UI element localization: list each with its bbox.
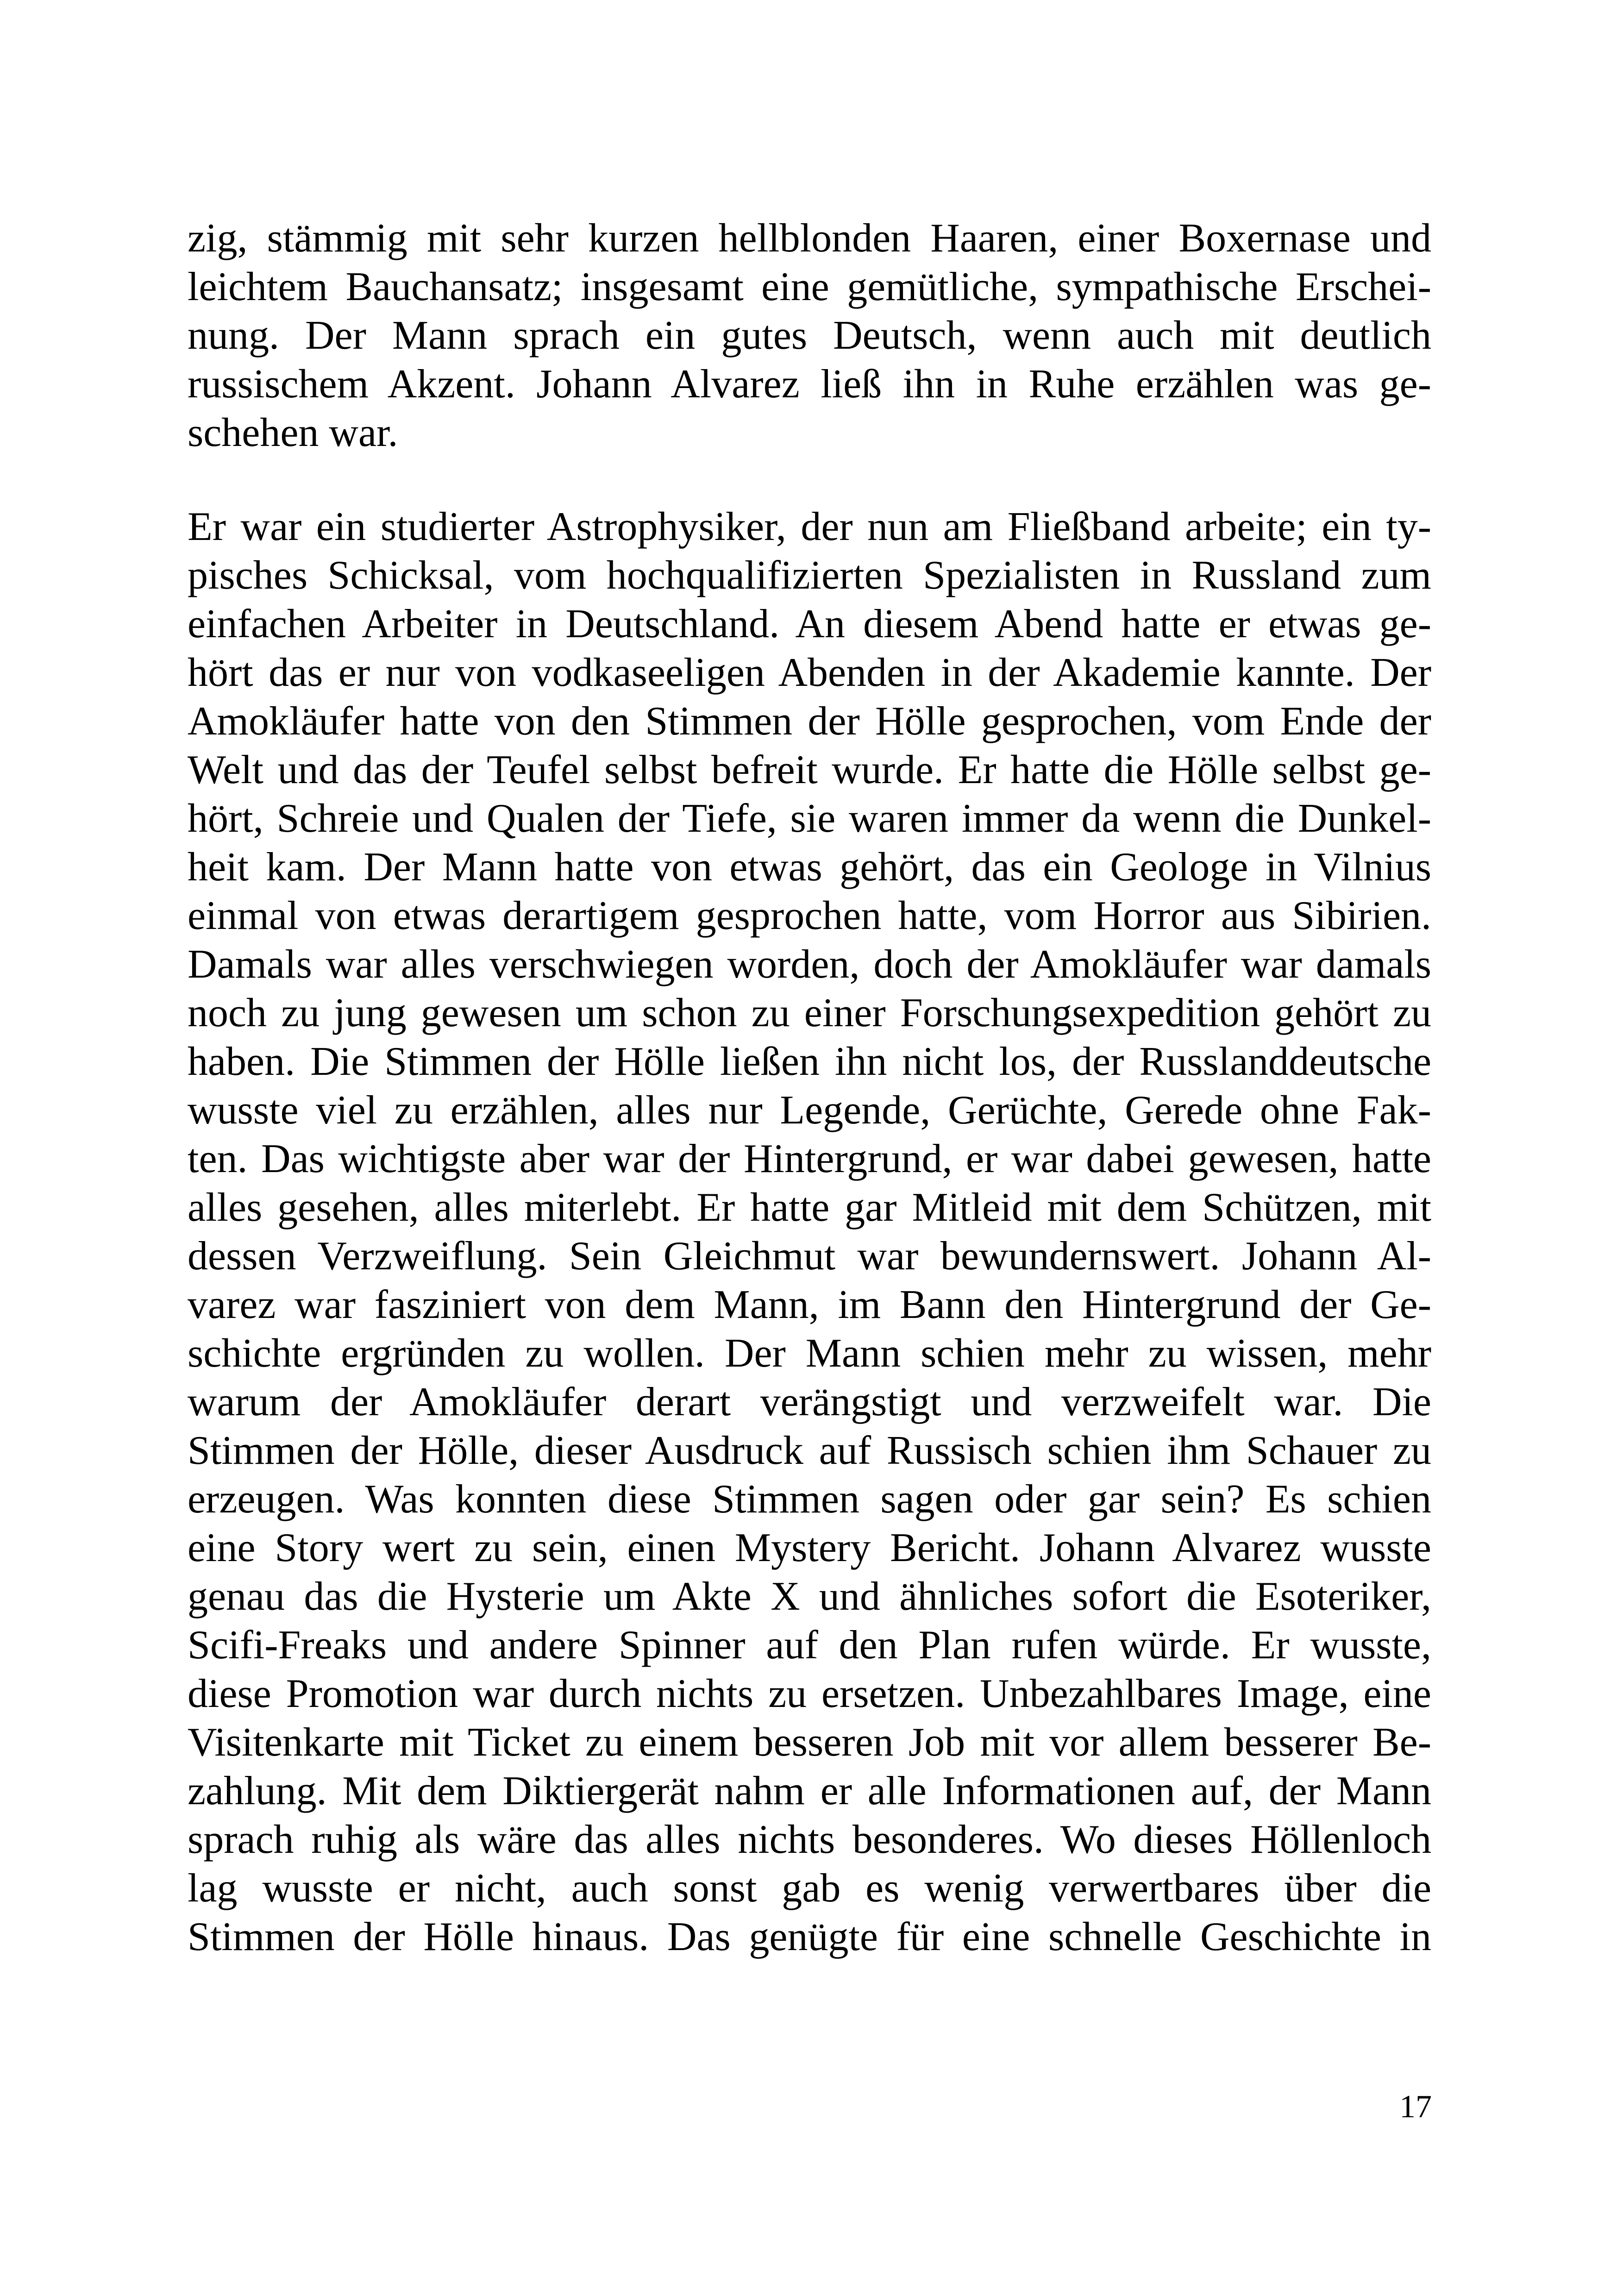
text-line: pisches Schicksal, vom hochqualifizierten Spezialisten in Russland zum: [188, 553, 1431, 598]
text-line: noch zu jung gewesen um schon zu einer Forschungsexpedition gehört zu: [188, 991, 1431, 1035]
text-line: hört das er nur von vodkaseeligen Abenden in der Akademie kannte. Der: [188, 650, 1431, 695]
text-line: heit kam. Der Mann hatte von etwas gehört, das ein Geologe in Vilnius: [188, 845, 1431, 890]
text-line: einfachen Arbeiter in Deutschland. An diesem Abend hatte er etwas ge-: [188, 602, 1431, 646]
text-line: erzeugen. Was konnten diese Stimmen sagen oder gar sein? Es schien: [188, 1477, 1431, 1522]
text-line: Stimmen der Hölle, dieser Ausdruck auf Russisch schien ihm Schauer zu: [188, 1428, 1431, 1473]
page-number: 17: [1399, 2089, 1432, 2125]
text-line: ten. Das wichtigste aber war der Hintergrund, er war dabei gewesen, hatte: [188, 1136, 1431, 1181]
text-line: Visitenkarte mit Ticket zu einem besseren Job mit vor allem besserer Be-: [188, 1720, 1431, 1765]
paragraph-2: [188, 502, 1431, 1961]
text-line: zig, stämmig mit sehr kurzen hellblonden Haaren, einer Boxernase und: [188, 216, 1431, 261]
text-line: varez war fasziniert von dem Mann, im Bann den Hintergrund der Ge-: [188, 1282, 1431, 1327]
text-line: nung. Der Mann sprach ein gutes Deutsch, wenn auch mit deutlich: [188, 313, 1431, 358]
text-line: Scifi-Freaks und andere Spinner auf den Plan rufen würde. Er wusste,: [188, 1623, 1431, 1668]
text-line: alles gesehen, alles miterlebt. Er hatte gar Mitleid mit dem Schützen, mit: [188, 1185, 1431, 1230]
text-line: Stimmen der Hölle hinaus. Das genügte für eine schnelle Geschichte in: [188, 1914, 1431, 1959]
text-line: zahlung. Mit dem Diktiergerät nahm er alle Informationen auf, der Mann: [188, 1769, 1431, 1813]
text-line: diese Promotion war durch nichts zu ersetzen. Unbezahlbares Image, eine: [188, 1671, 1431, 1716]
text-line: Er war ein studierter Astrophysiker, der nun am Fließband arbeite; ein ty-: [188, 504, 1431, 549]
text-line: wusste viel zu erzählen, alles nur Legende, Gerüchte, Gerede ohne Fak-: [188, 1088, 1431, 1133]
text-line: schichte ergründen zu wollen. Der Mann schien mehr zu wissen, mehr: [188, 1331, 1431, 1376]
text-line: hört, Schreie und Qualen der Tiefe, sie waren immer da wenn die Dunkel-: [188, 796, 1431, 841]
text-line: lag wusste er nicht, auch sonst gab es wenig verwertbares über die: [188, 1866, 1431, 1911]
text-line: genau das die Hysterie um Akte X und ähnliches sofort die Esoteriker,: [188, 1574, 1431, 1619]
paragraph-1: [188, 214, 1431, 457]
text-line: leichtem Bauchansatz; insgesamt eine gemütliche, sympathische Erschei-: [188, 264, 1431, 309]
text-line: eine Story wert zu sein, einen Mystery Bericht. Johann Alvarez wusste: [188, 1525, 1431, 1570]
text-line: sprach ruhig als wäre das alles nichts besonderes. Wo dieses Höllenloch: [188, 1817, 1431, 1862]
text-line: russischem Akzent. Johann Alvarez ließ ihn in Ruhe erzählen was ge-: [188, 362, 1431, 407]
text-line: Amokläufer hatte von den Stimmen der Hölle gesprochen, vom Ende der: [188, 699, 1431, 744]
text-line: Welt und das der Teufel selbst befreit wurde. Er hatte die Hölle selbst ge-: [188, 747, 1431, 792]
text-line: dessen Verzweiflung. Sein Gleichmut war bewundernswert. Johann Al-: [188, 1234, 1431, 1279]
text-line: einmal von etwas derartigem gesprochen hatte, vom Horror aus Sibirien.: [188, 893, 1431, 938]
text-line: schehen war.: [188, 410, 398, 455]
text-line: haben. Die Stimmen der Hölle ließen ihn nicht los, der Russlanddeutsche: [188, 1039, 1431, 1084]
text-line: warum der Amokläufer derart verängstigt und verzweifelt war. Die: [188, 1380, 1431, 1424]
text-line: Damals war alles verschwiegen worden, doch der Amokläufer war damals: [188, 942, 1431, 987]
